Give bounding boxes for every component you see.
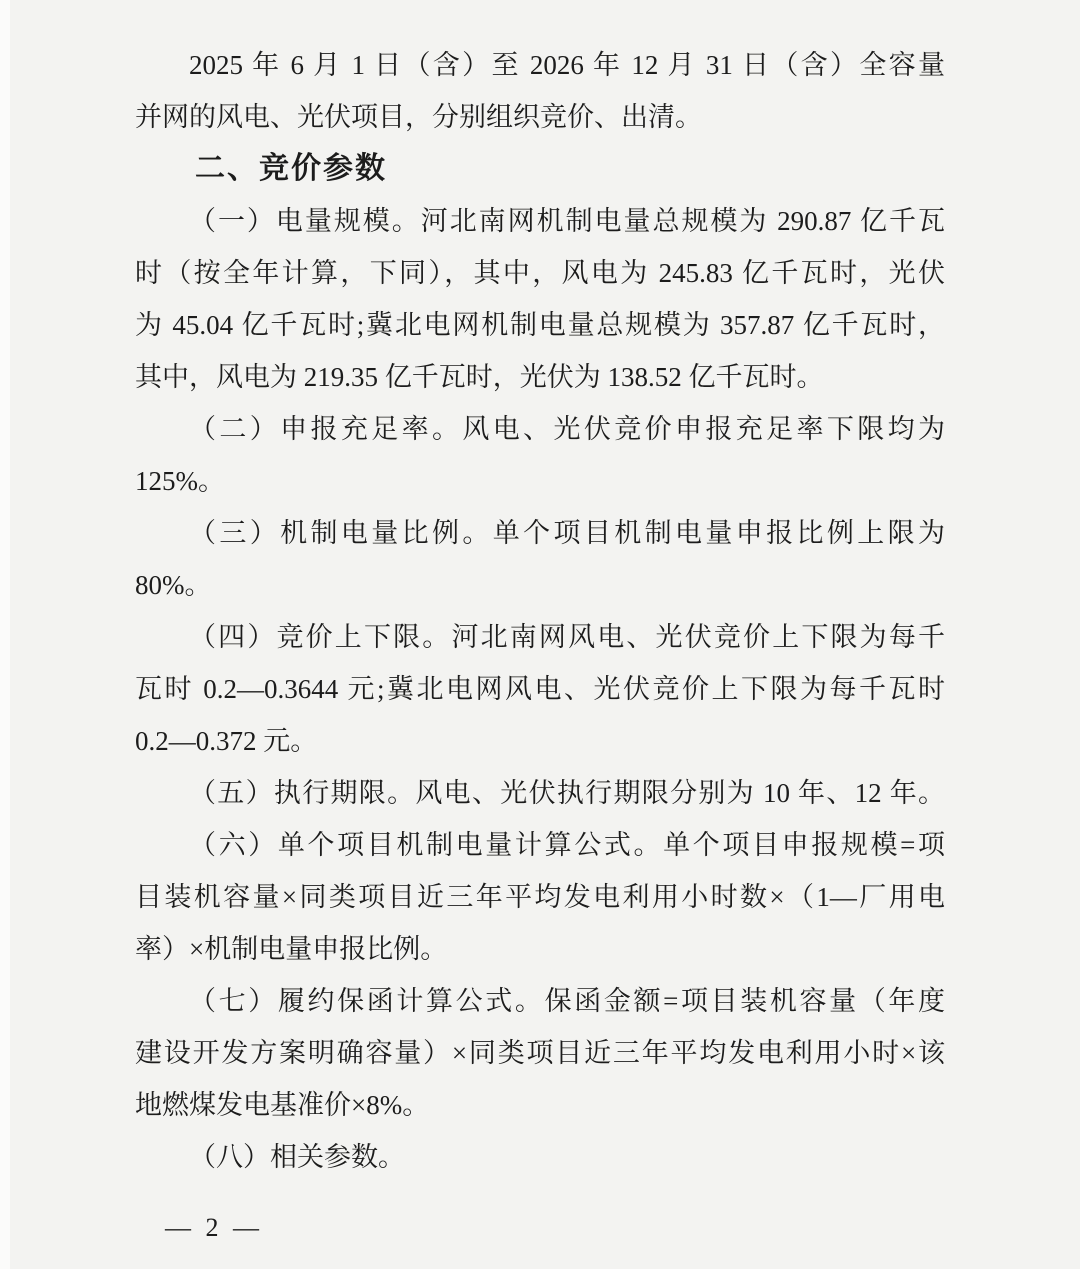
item-2-declaration-adequacy-rate	[135, 403, 945, 507]
text-line: 时（按全年计算，下同），其中，风电为 245.83 亿千瓦时，光伏	[135, 258, 945, 288]
page-number: — 2 —	[165, 1213, 263, 1242]
text-line: 2025 年 6 月 1 日（含）至 2026 年 12 月 31 日（含）全容量	[189, 50, 945, 80]
item-4-bidding-price-limits	[135, 611, 945, 767]
text-line: 地燃煤发电基准价×8%。	[135, 1090, 430, 1120]
item-5-execution-period	[135, 767, 945, 819]
item-6-mechanism-electricity-formula	[135, 819, 945, 975]
item-7-guarantee-formula	[135, 975, 945, 1131]
text-line: （四）竞价上下限。河北南网风电、光伏竞价上下限为每千	[189, 622, 945, 652]
item-8-related-parameters	[135, 1131, 945, 1183]
text-line: 并网的风电、光伏项目，分别组织竞价、出清。	[135, 102, 702, 132]
text-line: （八）相关参数。	[189, 1142, 405, 1172]
text-line: 瓦时 0.2—0.3644 元;冀北电网风电、光伏竞价上下限为每千瓦时	[135, 674, 945, 704]
text-line: 建设开发方案明确容量）×同类项目近三年平均发电利用小时×该	[135, 1038, 945, 1068]
text-line: （五）执行期限。风电、光伏执行期限分别为 10 年、12 年。	[189, 778, 945, 808]
item-1-electricity-scale	[135, 195, 945, 403]
paragraph-intro	[135, 39, 945, 143]
text-line: 目装机容量×同类项目近三年平均发电利用小时数×（1—厂用电	[135, 882, 945, 912]
text-line: 二、竞价参数	[195, 152, 387, 185]
text-line: （七）履约保函计算公式。保函金额=项目装机容量（年度	[189, 986, 945, 1016]
text-line: （一）电量规模。河北南网机制电量总规模为 290.87 亿千瓦	[189, 206, 945, 236]
text-line: 率）×机制电量申报比例。	[135, 934, 448, 964]
item-3-mechanism-electricity-ratio	[135, 507, 945, 611]
text-line: 0.2—0.372 元。	[135, 726, 318, 756]
text-line: （二）申报充足率。风电、光伏竞价申报充足率下限均为	[189, 414, 945, 444]
text-line: 80%。	[135, 570, 212, 600]
text-line: 为 45.04 亿千瓦时;冀北电网机制电量总规模为 357.87 亿千瓦时，	[135, 310, 945, 340]
text-line: 125%。	[135, 466, 225, 496]
text-line: 其中，风电为 219.35 亿千瓦时，光伏为 138.52 亿千瓦时。	[135, 362, 824, 392]
document-body	[135, 39, 945, 1183]
text-line: （六）单个项目机制电量计算公式。单个项目申报规模=项	[189, 830, 945, 860]
text-line: （三）机制电量比例。单个项目机制电量申报比例上限为	[189, 518, 945, 548]
section-heading-2	[135, 143, 945, 195]
